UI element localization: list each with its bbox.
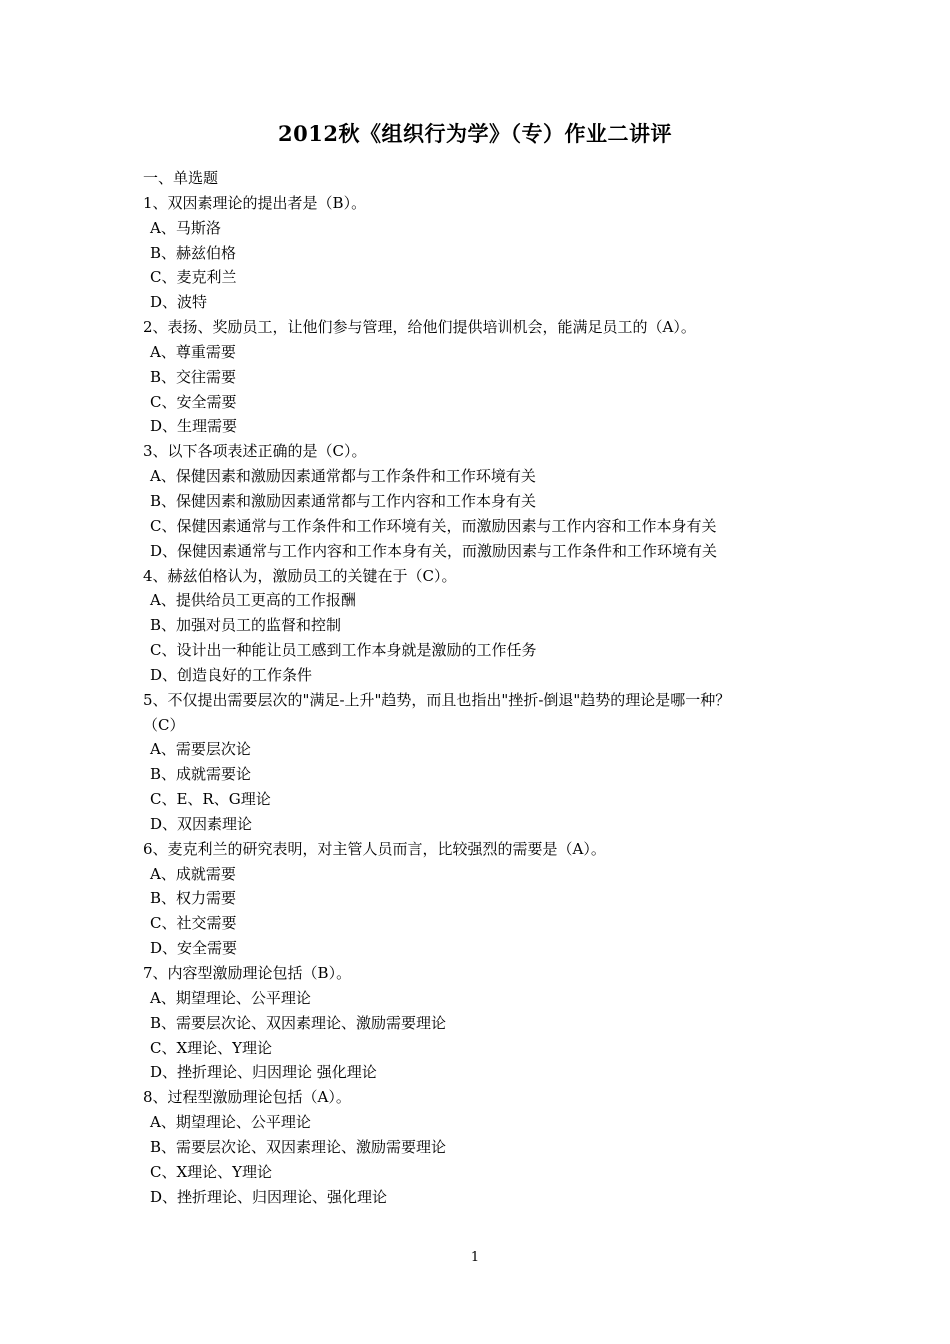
- section-heading: 一、单选题: [143, 169, 219, 187]
- answer-option: D、生理需要: [150, 417, 238, 436]
- answer-option: D、创造良好的工作条件: [150, 665, 313, 684]
- answer-option: D、保健因素通常与工作内容和工作本身有关，而激励因素与工作条件和工作环境有关: [150, 541, 718, 560]
- page-number: 1: [470, 1250, 480, 1265]
- answer-option: B、保健因素和激励因素通常都与工作内容和工作本身有关: [150, 491, 537, 510]
- answer-option: C、X理论、Y理论: [150, 1162, 273, 1181]
- answer-option: B、需要层次论、双因素理论、激励需要理论: [150, 1137, 447, 1156]
- answer-option: C、麦克利兰: [150, 268, 237, 287]
- answer-option: A、马斯洛: [150, 218, 221, 237]
- answer-option: B、加强对员工的监督和控制: [150, 616, 342, 635]
- answer-option: C、设计出一种能让员工感到工作本身就是激励的工作任务: [150, 641, 537, 660]
- question-text: 6、麦克利兰的研究表明，对主管人员而言，比较强烈的需要是（A）。: [143, 839, 606, 858]
- answer-option: A、提供给员工更高的工作报酬: [150, 591, 356, 610]
- document-body: [143, 166, 823, 1209]
- answer-option: C、E、R、G理论: [150, 790, 271, 809]
- answer-option: C、X理论、Y理论: [150, 1038, 273, 1057]
- answer-option: A、成就需要: [150, 864, 236, 883]
- question-text: 8、过程型激励理论包括（A）。: [143, 1088, 351, 1107]
- answer-option: A、需要层次论: [150, 740, 251, 759]
- answer-option: D、挫折理论、归因理论 强化理论: [150, 1063, 377, 1082]
- answer-option: A、保健因素和激励因素通常都与工作条件和工作环境有关: [150, 467, 536, 486]
- answer-option: A、期望理论、公平理论: [150, 988, 311, 1007]
- answer-option: D、波特: [150, 293, 208, 312]
- answer-option: B、成就需要论: [150, 765, 252, 784]
- answer-option: A、尊重需要: [150, 342, 236, 361]
- answer-option: B、交往需要: [150, 367, 237, 386]
- answer-option: C、安全需要: [150, 392, 237, 411]
- answer-option: D、双因素理论: [150, 814, 253, 833]
- question-text: （C）: [143, 715, 185, 734]
- question-text: 3、以下各项表述正确的是（C）。: [143, 442, 367, 461]
- answer-option: D、安全需要: [150, 939, 238, 958]
- question-text: 2、表扬、奖励员工，让他们参与管理，给他们提供培训机会，能满足员工的（A）。: [143, 318, 696, 337]
- document-title: 2012秋《组织行为学》（专）作业二讲评: [278, 121, 672, 146]
- answer-option: A、期望理论、公平理论: [150, 1113, 311, 1132]
- answer-option: B、权力需要: [150, 889, 237, 908]
- answer-option: B、需要层次论、双因素理论、激励需要理论: [150, 1013, 447, 1032]
- answer-option: D、挫折理论、归因理论、强化理论: [150, 1187, 388, 1206]
- answer-option: C、保健因素通常与工作条件和工作环境有关，而激励因素与工作内容和工作本身有关: [150, 516, 717, 535]
- question-text: 5、不仅提出需要层次的"满足-上升"趋势，而且也指出"挫折-倒退"趋势的理论是哪一种？: [143, 690, 731, 709]
- question-text: 1、双因素理论的提出者是（B）。: [143, 193, 367, 212]
- answer-option: B、赫兹伯格: [150, 243, 237, 262]
- answer-option: C、社交需要: [150, 914, 237, 933]
- question-text: 4、赫兹伯格认为，激励员工的关键在于（C）。: [143, 566, 457, 585]
- question-text: 7、内容型激励理论包括（B）。: [143, 964, 352, 982]
